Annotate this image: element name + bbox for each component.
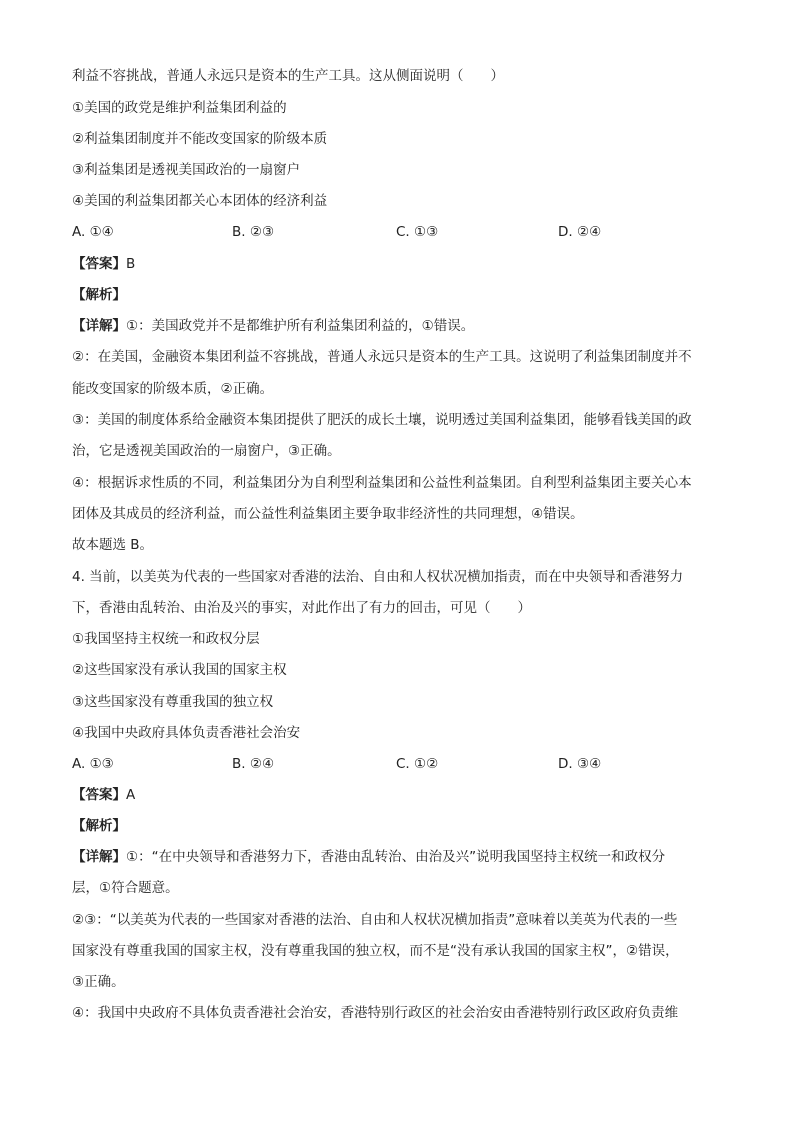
q3-explanation-3: 能改变国家的阶级本质，②正确。	[72, 381, 274, 397]
q4-explanation-3: ②③：“以美英为代表的一些国家对香港的法治、自由和人权状况横加指责”意味着以美英为代表的一些	[72, 912, 678, 928]
q3-explanation-8: 故本题选 B。	[72, 537, 154, 553]
q4-explanation-1	[72, 847, 665, 867]
q4-answer-value: A	[126, 787, 136, 803]
q4-item-3: ③这些国家没有尊重我国的独立权	[72, 694, 274, 710]
q4-stem-1: 4. 当前，以美英为代表的一些国家对香港的法治、自由和人权状况横加指责，而在中央领导和香港努力	[72, 569, 684, 585]
q3-explanation-5: 治，它是透视美国政治的一扇窗户，③正确。	[72, 443, 341, 459]
q4-option-b: B. ②④	[232, 756, 275, 772]
q3-stem-tail: 利益不容挑战，普通人永远只是资本的生产工具。这从侧面说明（ ）	[72, 68, 504, 84]
q3-option-c: C. ①③	[396, 224, 439, 240]
q4-answer	[72, 785, 135, 805]
q3-explanation-text-1: ①：美国政党并不是都维护所有利益集团利益的，①错误。	[126, 318, 475, 334]
q3-item-3: ③利益集团是透视美国政治的一扇窗户	[72, 162, 301, 178]
q3-explanation-1	[72, 316, 474, 336]
q4-item-2: ②这些国家没有承认我国的国家主权	[72, 662, 287, 678]
q4-stem-2: 下，香港由乱转治、由治及兴的事实，对此作出了有力的回击，可见（ ）	[72, 600, 531, 616]
q4-explanation-6: ④：我国中央政府不具体负责香港社会治安，香港特别行政区的社会治安由香港特别行政区政府负责维	[72, 1005, 679, 1021]
q3-answer-label: 【答案】	[72, 256, 126, 272]
q3-options	[72, 222, 732, 242]
q3-explanation-4: ③：美国的制度体系给金融资本集团提供了肥沃的成长土壤，说明透过美国利益集团，能够看钱美国的政	[72, 412, 692, 428]
q4-answer-label: 【答案】	[72, 787, 126, 803]
q4-options	[72, 754, 732, 774]
q4-analysis-label: 【解析】	[72, 818, 126, 834]
q3-option-a: A. ①④	[72, 224, 114, 240]
q3-item-2: ②利益集团制度并不能改变国家的阶级本质	[72, 131, 328, 147]
q4-option-d: D. ③④	[558, 756, 602, 772]
q4-explanation-5: ③正确。	[72, 974, 125, 990]
q3-explanation-7: 团体及其成员的经济利益，而公益性利益集团主要争取非经济性的共同理想，④错误。	[72, 506, 584, 522]
q4-explanation-4: 国家没有尊重我国的国家主权，没有尊重我国的独立权，而不是“没有承认我国的国家主权”，②错误，	[72, 943, 679, 959]
q3-item-1: ①美国的政党是维护利益集团利益的	[72, 100, 287, 116]
q3-option-b: B. ②③	[232, 224, 275, 240]
q4-item-4: ④我国中央政府具体负责香港社会治安	[72, 725, 301, 741]
q4-explanation-text-1: ①：“在中央领导和香港努力下，香港由乱转治、由治及兴”说明我国坚持主权统一和政权分	[126, 849, 666, 865]
q3-item-4: ④美国的利益集团都关心本团体的经济利益	[72, 193, 328, 209]
q4-explanation-2: 层，①符合题意。	[72, 880, 179, 896]
q4-option-c: C. ①②	[396, 756, 439, 772]
q3-option-d: D. ②④	[558, 224, 602, 240]
q3-explanation-6: ④：根据诉求性质的不同，利益集团分为自利型利益集团和公益性利益集团。自利型利益集团主要关心本	[72, 475, 692, 491]
q3-answer-value: B	[126, 256, 136, 272]
q3-explanation-2: ②：在美国，金融资本集团利益不容挑战，普通人永远只是资本的生产工具。这说明了利益集团制度并不	[72, 349, 692, 365]
q4-detail-label: 【详解】	[72, 849, 126, 865]
q3-analysis-label: 【解析】	[72, 287, 126, 303]
q4-option-a: A. ①③	[72, 756, 114, 772]
q3-answer	[72, 254, 135, 274]
q3-detail-label: 【详解】	[72, 318, 126, 334]
q4-item-1: ①我国坚持主权统一和政权分层	[72, 631, 260, 647]
